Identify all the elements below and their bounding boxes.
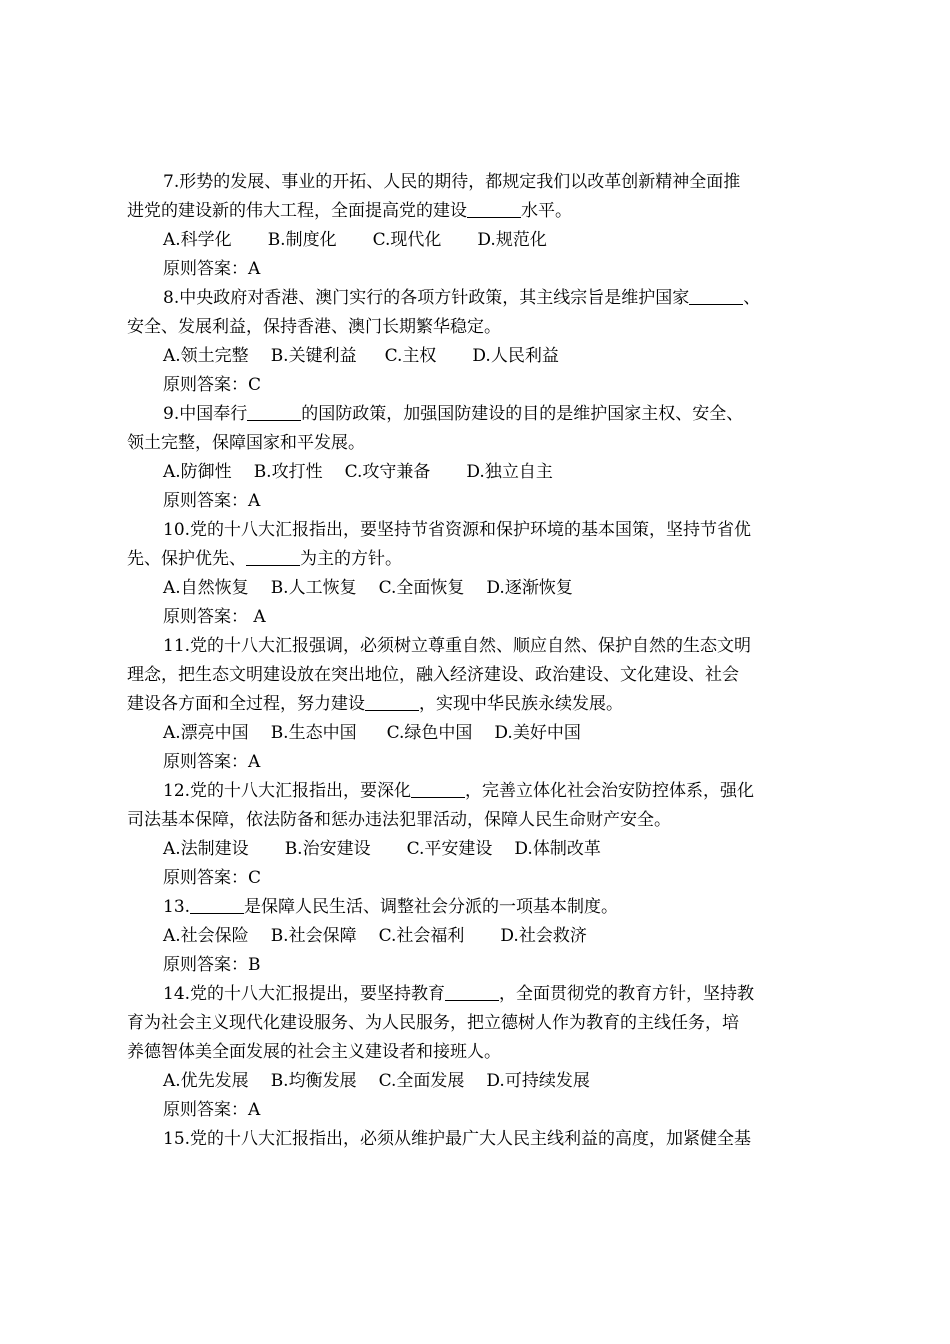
option-d: D.体制改革 xyxy=(514,839,601,859)
q7-stem-line2: 进党的建设新的伟大工程，全面提高党的建设 水平。 xyxy=(127,201,572,221)
option-c: C.主权 xyxy=(384,346,437,366)
option-a: A.法制建设 xyxy=(163,839,249,859)
option-d: D.社会救济 xyxy=(500,926,587,946)
option-b: B.制度化 xyxy=(267,230,337,250)
fill-blank xyxy=(247,402,301,421)
option-a: A.优先发展 xyxy=(163,1071,249,1091)
option-b: B.社会保障 xyxy=(270,926,357,946)
fill-blank xyxy=(445,982,499,1001)
q7-answer: 原则答案：A xyxy=(163,259,261,279)
option-a: A.漂亮中国 xyxy=(163,723,249,743)
q14-answer: 原则答案：A xyxy=(163,1100,261,1120)
q11-stem-line2: 理念，把生态文明建设放在突出地位，融入经济建设、政治建设、文化建设、社会 xyxy=(127,665,739,685)
q13-options xyxy=(127,922,833,951)
option-b: B.治安建设 xyxy=(284,839,371,859)
q10-answer: 原则答案： A xyxy=(163,607,266,627)
fill-blank xyxy=(190,895,244,914)
q9-stem-line1: 9.中国奉行 的国防政策，加强国防建设的目的是维护国家主权、安全、 xyxy=(163,404,744,424)
q7-options xyxy=(127,226,833,255)
option-b: B.均衡发展 xyxy=(270,1071,357,1091)
option-a: A.防御性 xyxy=(163,462,232,482)
fill-blank xyxy=(246,547,300,566)
option-c: C.平安建设 xyxy=(406,839,493,859)
q8-stem-line2: 安全、发展利益，保持香港、澳门长期繁华稳定。 xyxy=(127,317,501,337)
option-b: B.关键利益 xyxy=(270,346,357,366)
q8-answer: 原则答案：C xyxy=(163,375,262,395)
q9-stem-line2: 领土完整，保障国家和平发展。 xyxy=(127,433,365,453)
q10-stem-line1: 10.党的十八大汇报指出，要坚持节省资源和保护环境的基本国策，坚持节省优 xyxy=(163,520,752,540)
q12-stem-line2: 司法基本保障，依法防备和惩办违法犯罪活动，保障人民生命财产安全。 xyxy=(127,810,671,830)
q12-stem-line1: 12.党的十八大汇报指出，要深化 ，完善立体化社会治安防控体系，强化 xyxy=(163,781,755,801)
q9-answer: 原则答案：A xyxy=(163,491,261,511)
q11-stem-line3: 建设各方面和全过程，努力建设 ，实现中华民族永续发展。 xyxy=(127,694,623,714)
option-b: B.生态中国 xyxy=(270,723,357,743)
option-d: D.美好中国 xyxy=(494,723,581,743)
q10-options xyxy=(127,574,833,603)
q14-stem-line2: 育为社会主义现代化建设服务、为人民服务，把立德树人作为教育的主线任务，培 xyxy=(127,1013,739,1033)
question-list xyxy=(127,168,833,1154)
fill-blank xyxy=(365,692,419,711)
q14-stem-line3: 养德智体美全面发展的社会主义建设者和接班人。 xyxy=(127,1042,501,1062)
option-b: B.人工恢复 xyxy=(270,578,357,598)
fill-blank xyxy=(411,779,465,798)
q14-options xyxy=(127,1067,833,1096)
option-d: D.可持续发展 xyxy=(486,1071,590,1091)
option-c: C.绿色中国 xyxy=(386,723,473,743)
q11-stem-line1: 11.党的十八大汇报强调，必须树立尊重自然、顺应自然、保护自然的生态文明 xyxy=(163,636,752,656)
option-c: C.全面恢复 xyxy=(378,578,465,598)
q7-stem-line1: 7.形势的发展、事业的开拓、人民的期待，都规定我们以改革创新精神全面推 xyxy=(163,172,741,192)
q8-stem-line1: 8.中央政府对香港、澳门实行的各项方针政策，其主线宗旨是维护国家 、 xyxy=(163,288,761,308)
q14-stem-line1: 14.党的十八大汇报提出，要坚持教育 ，全面贯彻党的教育方针，坚持教 xyxy=(163,984,755,1004)
q8-options xyxy=(127,342,833,371)
q9-options xyxy=(127,458,833,487)
option-c: C.攻守兼备 xyxy=(344,462,431,482)
q11-answer: 原则答案：A xyxy=(163,752,261,772)
fill-blank xyxy=(467,199,521,218)
option-c: C.全面发展 xyxy=(378,1071,465,1091)
q15-stem-line1: 15.党的十八大汇报指出，必须从维护最广大人民主线利益的高度，加紧健全基 xyxy=(163,1129,752,1149)
option-d: D.逐渐恢复 xyxy=(486,578,573,598)
q12-options xyxy=(127,835,833,864)
q10-stem-line2: 先、保护优先、 为主的方针。 xyxy=(127,549,402,569)
q13-stem-line1: 13. 是保障人民生活、调整社会分派的一项基本制度。 xyxy=(163,897,619,917)
q13-answer: 原则答案：B xyxy=(163,955,261,975)
option-c: C.社会福利 xyxy=(378,926,465,946)
option-a: A.科学化 xyxy=(163,230,232,250)
option-a: A.领土完整 xyxy=(163,346,249,366)
fill-blank xyxy=(689,286,743,305)
q12-answer: 原则答案：C xyxy=(163,868,262,888)
option-b: B.攻打性 xyxy=(253,462,323,482)
option-a: A.社会保险 xyxy=(163,926,249,946)
option-d: D.独立自主 xyxy=(466,462,553,482)
option-d: D.人民利益 xyxy=(472,346,559,366)
option-c: C.现代化 xyxy=(372,230,442,250)
option-d: D.规范化 xyxy=(477,230,547,250)
q11-options xyxy=(127,719,833,748)
option-a: A.自然恢复 xyxy=(163,578,249,598)
